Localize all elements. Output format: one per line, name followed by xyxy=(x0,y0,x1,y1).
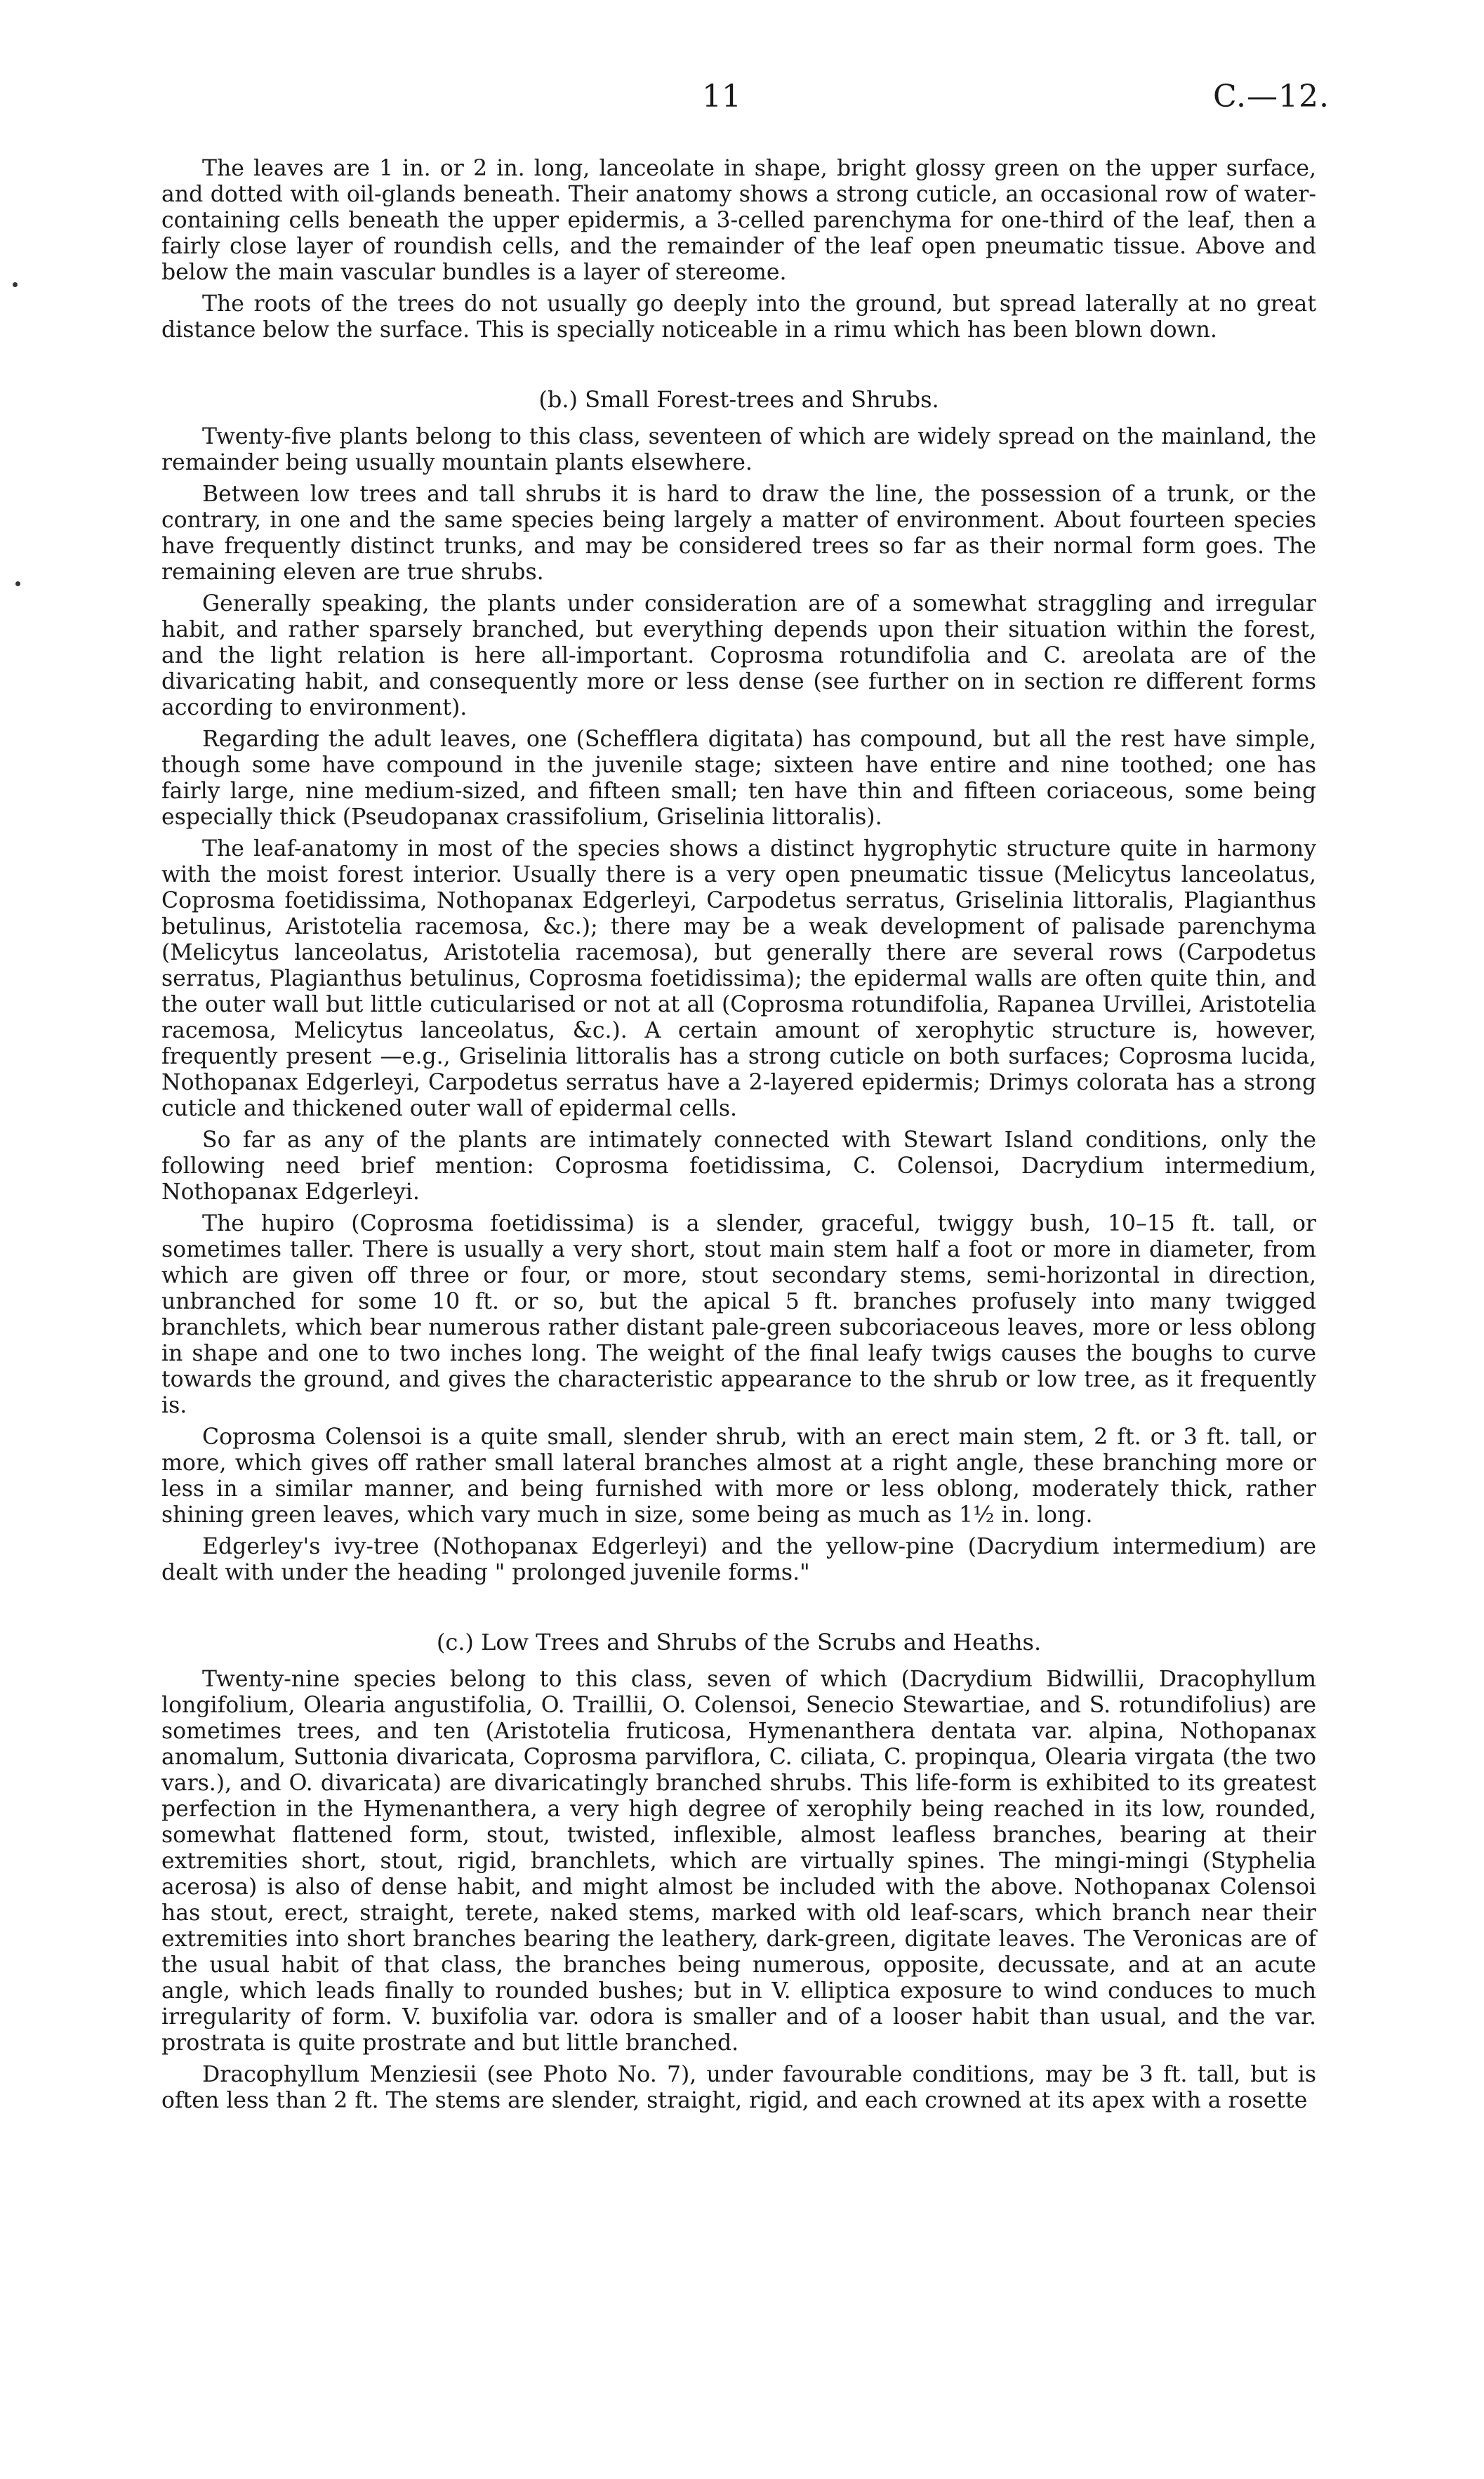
paragraph: Generally speaking, the plants under consideration are of a somewhat straggling and irregular habit, and rather sparsely branched, but everything depends upon their situation within the forest, and the light relation is here all-important. Coprosma rotundifolia and C. areolata are of the divaricating habit, and consequently more or less dense (see further on in section re different forms according to environment). xyxy=(161,591,1316,720)
paragraph: Between low trees and tall shrubs it is hard to draw the line, the possession of a trunk, or the contrary, in one and the same species being largely a matter of environment. About fourteen species have frequently distinct trunks, and may be considered trees so far as their normal form goes. The remaining eleven are true shrubs. xyxy=(161,482,1316,585)
paragraph: Edgerley's ivy-tree (Nothopanax Edgerleyi) and the yellow-pine (Dacrydium intermedium) are dealt with under the heading " prolonged juvenile forms." xyxy=(161,1534,1316,1585)
paragraph: The roots of the trees do not usually go deeply into the ground, but spread laterally at no great distance below the surface. This is specially noticeable in a rimu which has been blown down. xyxy=(161,291,1316,343)
section-heading-c: (c.) Low Trees and Shrubs of the Scrubs and Heaths. xyxy=(436,1629,1042,1655)
section-heading-b: (b.) Small Forest-trees and Shrubs. xyxy=(538,386,939,413)
paragraph: Coprosma Colensoi is a quite small, slender shrub, with an erect main stem, 2 ft. or 3 ft. tall, or more, which gives off rather small lateral branches almost at a right angle, these branching more or less in a similar manner, and being furnished with more or less oblong, moderately thick, rather shining green leaves, which vary much in size, some being as much as 1½ in. long. xyxy=(161,1424,1316,1528)
paragraph: Twenty-nine species belong to this class, seven of which (Dacrydium Bidwillii, Dracophyllum longifolium, Olearia angustifolia, O. Traillii, O. Colensoi, Senecio Stewartiae, and S. rotundifolius) are sometimes trees, and ten (Aristotelia fruticosa, Hymenanthera dentata var. alpina, Nothopanax anomalum, Suttonia divaricata, Coprosma parviflora, C. ciliata, C. propinqua, Olearia virgata (the two vars.), and O. divaricata) are divaricatingly branched shrubs. This life-form is exhibited to its greatest perfection in the Hymenanthera, a very high degree of xerophily being reached in its low, rounded, somewhat flattened form, stout, twisted, inflexible, almost leafless branches, bearing at their extremities short, stout, rigid, branchlets, which are virtually spines. The mingi-mingi (Styphelia acerosa) is also of dense habit, and might almost be included with the above. Nothopanax Colensoi has stout, erect, straight, terete, naked stems, marked with old leaf-scars, which branch near their extremities into short branches bearing the leathery, dark-green, digitate leaves. The Veronicas are of the usual habit of that class, the branches being numerous, opposite, decussate, and at an acute angle, which leads finally to rounded bushes; but in V. elliptica exposure to wind conduces to much irregularity of form. V. buxifolia var. odora is smaller and of a looser habit than usual, and the var. prostrata is quite prostrate and but little branched. xyxy=(161,1667,1316,2056)
margin-speck xyxy=(15,581,20,586)
paragraph: Dracophyllum Menziesii (see Photo No. 7), under favourable conditions, may be 3 ft. tall, but is often less than 2 ft. The stems are slender, straight, rigid, and each crowned at its apex with a rosette xyxy=(161,2062,1316,2113)
paragraph: Regarding the adult leaves, one (Schefflera digitata) has compound, but all the rest have simple, though some have compound in the juvenile stage; sixteen have entire and nine toothed; one has fairly large, nine medium-sized, and fifteen small; ten have thin and fifteen coriaceous, some being especially thick (Pseudopanax crassifolium, Griselinia littoralis). xyxy=(161,727,1316,830)
paragraph: The hupiro (Coprosma foetidissima) is a slender, graceful, twiggy bush, 10–15 ft. tall, or sometimes taller. There is usually a very short, stout main stem half a foot or more in diameter, from which are given off three or four, or more, stout secondary stems, semi-horizontal in direction, unbranched for some 10 ft. or so, but the apical 5 ft. branches profusely into many twigged branchlets, which bear numerous rather distant pale-green subcoriaceous leaves, more or less oblong in shape and one to two inches long. The weight of the final leafy twigs causes the boughs to curve towards the ground, and gives the characteristic appearance to the shrub or low tree, as it frequently is. xyxy=(161,1211,1316,1418)
paragraph: So far as any of the plants are intimately connected with Stewart Island conditions, only the following need brief mention: Coprosma foetidissima, C. Colensoi, Dacrydium intermedium, Nothopanax Edgerleyi. xyxy=(161,1128,1316,1205)
page-header xyxy=(0,79,1484,121)
paragraph: Twenty-five plants belong to this class, seventeen of which are widely spread on the mainland, the remainder being usually mountain plants elsewhere. xyxy=(161,424,1316,475)
page-number: 11 xyxy=(702,79,741,114)
paragraph: The leaf-anatomy in most of the species shows a distinct hygrophytic structure quite in harmony with the moist forest interior. Usually there is a very open pneumatic tissue (Melicytus lanceolatus, Coprosma foetidissima, Nothopanax Edgerleyi, Carpodetus serratus, Griselinia littoralis, Plagianthus betulinus, Aristotelia racemosa, &c.); there may be a weak development of palisade parenchyma (Melicytus lanceolatus, Aristotelia racemosa), but generally there are several rows (Carpodetus serratus, Plagianthus betulinus, Coprosma foetidissima); the epidermal walls are often quite thin, and the outer wall but little cuticularised or not at all (Coprosma rotundifolia, Rapanea Urvillei, Aristotelia racemosa, Melicytus lanceolatus, &c.). A certain amount of xerophytic structure is, however, frequently present —e.g., Griselinia littoralis has a strong cuticle on both surfaces; Coprosma lucida, Nothopanax Edgerleyi, Carpodetus serratus have a 2-layered epidermis; Drimys colorata has a strong cuticle and thickened outer wall of epidermal cells. xyxy=(161,836,1316,1121)
body-text xyxy=(161,156,1316,2120)
margin-speck xyxy=(13,282,18,287)
paragraph: The leaves are 1 in. or 2 in. long, lanceolate in shape, bright glossy green on the upper surface, and dotted with oil-glands beneath. Their anatomy shows a strong cuticle, an occasional row of water-containing cells beneath the upper epidermis, a 3-celled parenchyma for one-third of the leaf, then a fairly close layer of roundish cells, and the remainder of the leaf open pneumatic tissue. Above and below the main vascular bundles is a layer of stereome. xyxy=(161,156,1316,285)
document-reference: C.—12. xyxy=(1212,79,1330,114)
